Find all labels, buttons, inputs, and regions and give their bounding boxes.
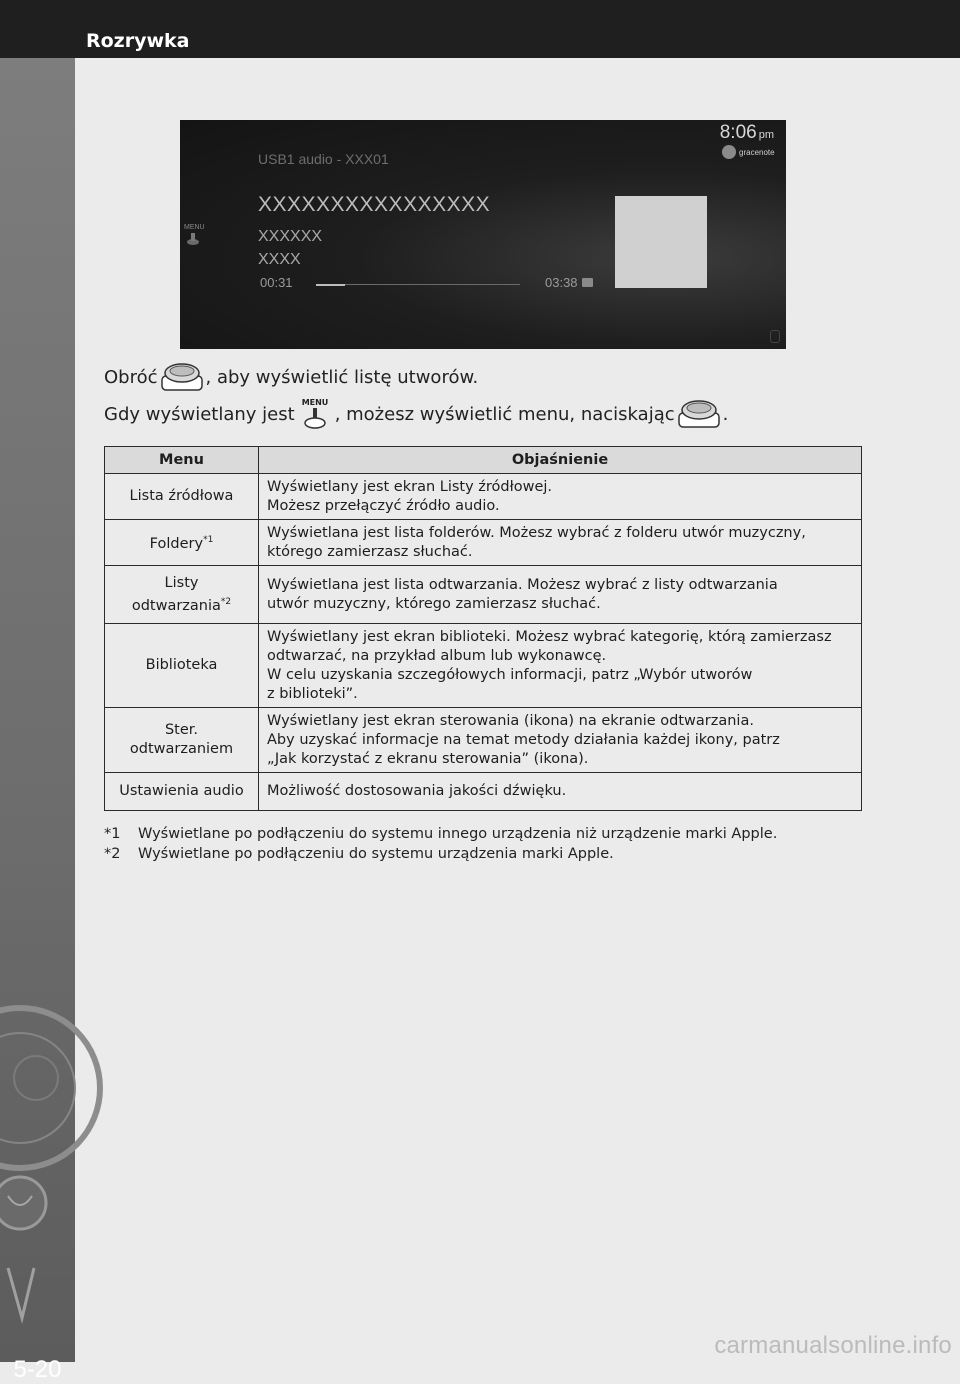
section-title: Rozrywka bbox=[86, 30, 190, 52]
explanation-line: Wyświetlany jest ekran sterowania (ikona) na ekranie odtwarzania. bbox=[267, 712, 754, 729]
instruction-2-post: . bbox=[722, 403, 729, 425]
explanation-line: z biblioteki”. bbox=[267, 685, 358, 702]
menu-cell-line: odtwarzaniem bbox=[129, 741, 234, 757]
menu-cell bbox=[105, 624, 259, 708]
menu-cell bbox=[105, 474, 259, 520]
footnote-ref: *1 bbox=[203, 535, 214, 546]
footnote-text: Wyświetlane po podłączeniu do systemu innego urządzenia niż urządzenie marki Apple. bbox=[138, 826, 778, 842]
menu-cell-line: Listy bbox=[164, 574, 199, 591]
header-explanation: Objaśnienie bbox=[259, 447, 862, 474]
menu-knob-icon bbox=[186, 232, 200, 246]
page-number: 5-20 bbox=[13, 1356, 62, 1383]
explanation-line: Aby uzyskać informacje na temat metody działania każdej ikony, patrz bbox=[267, 731, 780, 748]
audio-source-label: USB1 audio - XXX01 bbox=[258, 151, 389, 167]
footnote-text: Wyświetlane po podłączeniu do systemu urządzenia marki Apple. bbox=[138, 846, 614, 862]
menu-cell-line: Ustawienia audio bbox=[119, 783, 244, 799]
explanation-cell bbox=[259, 624, 862, 708]
clock bbox=[720, 122, 774, 144]
footnote bbox=[104, 844, 777, 864]
menu-cell-line bbox=[113, 531, 250, 554]
explanation-line: którego zamierzasz słuchać. bbox=[267, 543, 473, 560]
menu-button-icon bbox=[297, 396, 333, 432]
table-row bbox=[105, 708, 862, 773]
bluetooth-icon bbox=[770, 330, 780, 343]
explanation-cell bbox=[259, 566, 862, 624]
menu-cell bbox=[105, 520, 259, 566]
explanation-cell bbox=[259, 773, 862, 811]
watermark: carmanualsonline.info bbox=[714, 1332, 952, 1359]
table-row bbox=[105, 520, 862, 566]
commander-knob-icon bbox=[160, 362, 204, 392]
artist-name: XXXXXX bbox=[258, 228, 323, 245]
table-row bbox=[105, 566, 862, 624]
instruction-1-post: , aby wyświetlić listę utworów. bbox=[205, 366, 479, 388]
audio-screen-image bbox=[180, 120, 786, 349]
section-header bbox=[0, 0, 960, 58]
header-menu: Menu bbox=[105, 447, 259, 474]
table-row bbox=[105, 624, 862, 708]
instruction-1-pre: Obróć bbox=[104, 366, 158, 388]
instruction-2-mid: , możesz wyświetlić menu, naciskając bbox=[334, 403, 675, 425]
steering-wheel-illustration bbox=[0, 938, 75, 1338]
footnote bbox=[104, 824, 777, 844]
clock-ampm: pm bbox=[758, 129, 774, 141]
menu-cell-line: Biblioteka bbox=[145, 657, 218, 673]
clock-time: 8:06 bbox=[719, 122, 757, 143]
gracenote-icon bbox=[722, 145, 736, 159]
instruction-2-pre: Gdy wyświetlany jest bbox=[104, 403, 295, 425]
elapsed-time: 00:31 bbox=[260, 275, 293, 290]
menu-cell bbox=[105, 773, 259, 811]
progress-bar bbox=[316, 284, 520, 285]
explanation-cell bbox=[259, 708, 862, 773]
explanation-line: Możesz przełączyć źródło audio. bbox=[267, 497, 500, 514]
explanation-line: Wyświetlana jest lista odtwarzania. Możesz wybrać z listy odtwarzania bbox=[267, 576, 778, 593]
album-name: XXXX bbox=[258, 251, 301, 268]
explanation-line: Wyświetlany jest ekran Listy źródłowej. bbox=[267, 478, 553, 495]
total-time: 03:38 bbox=[545, 275, 578, 290]
footnote-mark: *2 bbox=[104, 846, 121, 862]
instruction-line-1 bbox=[104, 362, 478, 392]
sidebar-strip bbox=[0, 58, 75, 1383]
progress-bar-fill bbox=[316, 284, 345, 286]
menu-cell-text: odtwarzania bbox=[131, 597, 221, 614]
track-title: XXXXXXXXXXXXXXXX bbox=[258, 193, 491, 216]
explanation-line: odtwarzać, na przykład album lub wykonawcę. bbox=[267, 647, 607, 664]
menu-cell-text: Foldery bbox=[149, 535, 204, 552]
explanation-line: W celu uzyskania szczegółowych informacji, patrz „Wybór utworów bbox=[267, 666, 753, 683]
table-row bbox=[105, 773, 862, 811]
screen-menu-label: MENU bbox=[184, 224, 205, 231]
menu-cell bbox=[105, 566, 259, 624]
gracenote-label: gracenote bbox=[739, 147, 775, 157]
menu-table bbox=[104, 446, 862, 811]
explanation-line: „Jak korzystać z ekranu sterowania” (ikona). bbox=[267, 750, 589, 767]
explanation-line: Wyświetlany jest ekran biblioteki. Możesz wybrać kategorię, którą zamierzasz bbox=[267, 628, 832, 645]
table-header-row bbox=[105, 447, 862, 474]
instruction-line-2 bbox=[104, 396, 728, 432]
table-body bbox=[105, 474, 862, 811]
menu-button-icon-label: MENU bbox=[301, 398, 328, 407]
menu-cell-line: Lista źródłowa bbox=[129, 488, 234, 504]
footnotes bbox=[104, 824, 777, 864]
menu-cell-line: Ster. bbox=[164, 722, 199, 738]
footnote-mark: *1 bbox=[104, 826, 121, 842]
table-row bbox=[105, 474, 862, 520]
menu-cell-line bbox=[113, 593, 250, 616]
repeat-icon bbox=[582, 278, 593, 287]
menu-cell bbox=[105, 708, 259, 773]
explanation-cell bbox=[259, 474, 862, 520]
explanation-cell bbox=[259, 520, 862, 566]
album-art bbox=[615, 196, 707, 288]
explanation-line: Możliwość dostosowania jakości dźwięku. bbox=[267, 783, 567, 799]
commander-knob-icon bbox=[677, 399, 721, 429]
explanation-line: utwór muzyczny, którego zamierzasz słuchać. bbox=[267, 595, 601, 612]
explanation-line: Wyświetlana jest lista folderów. Możesz wybrać z folderu utwór muzyczny, bbox=[267, 524, 806, 541]
footnote-ref: *2 bbox=[220, 596, 232, 607]
gracenote-logo bbox=[722, 145, 782, 159]
